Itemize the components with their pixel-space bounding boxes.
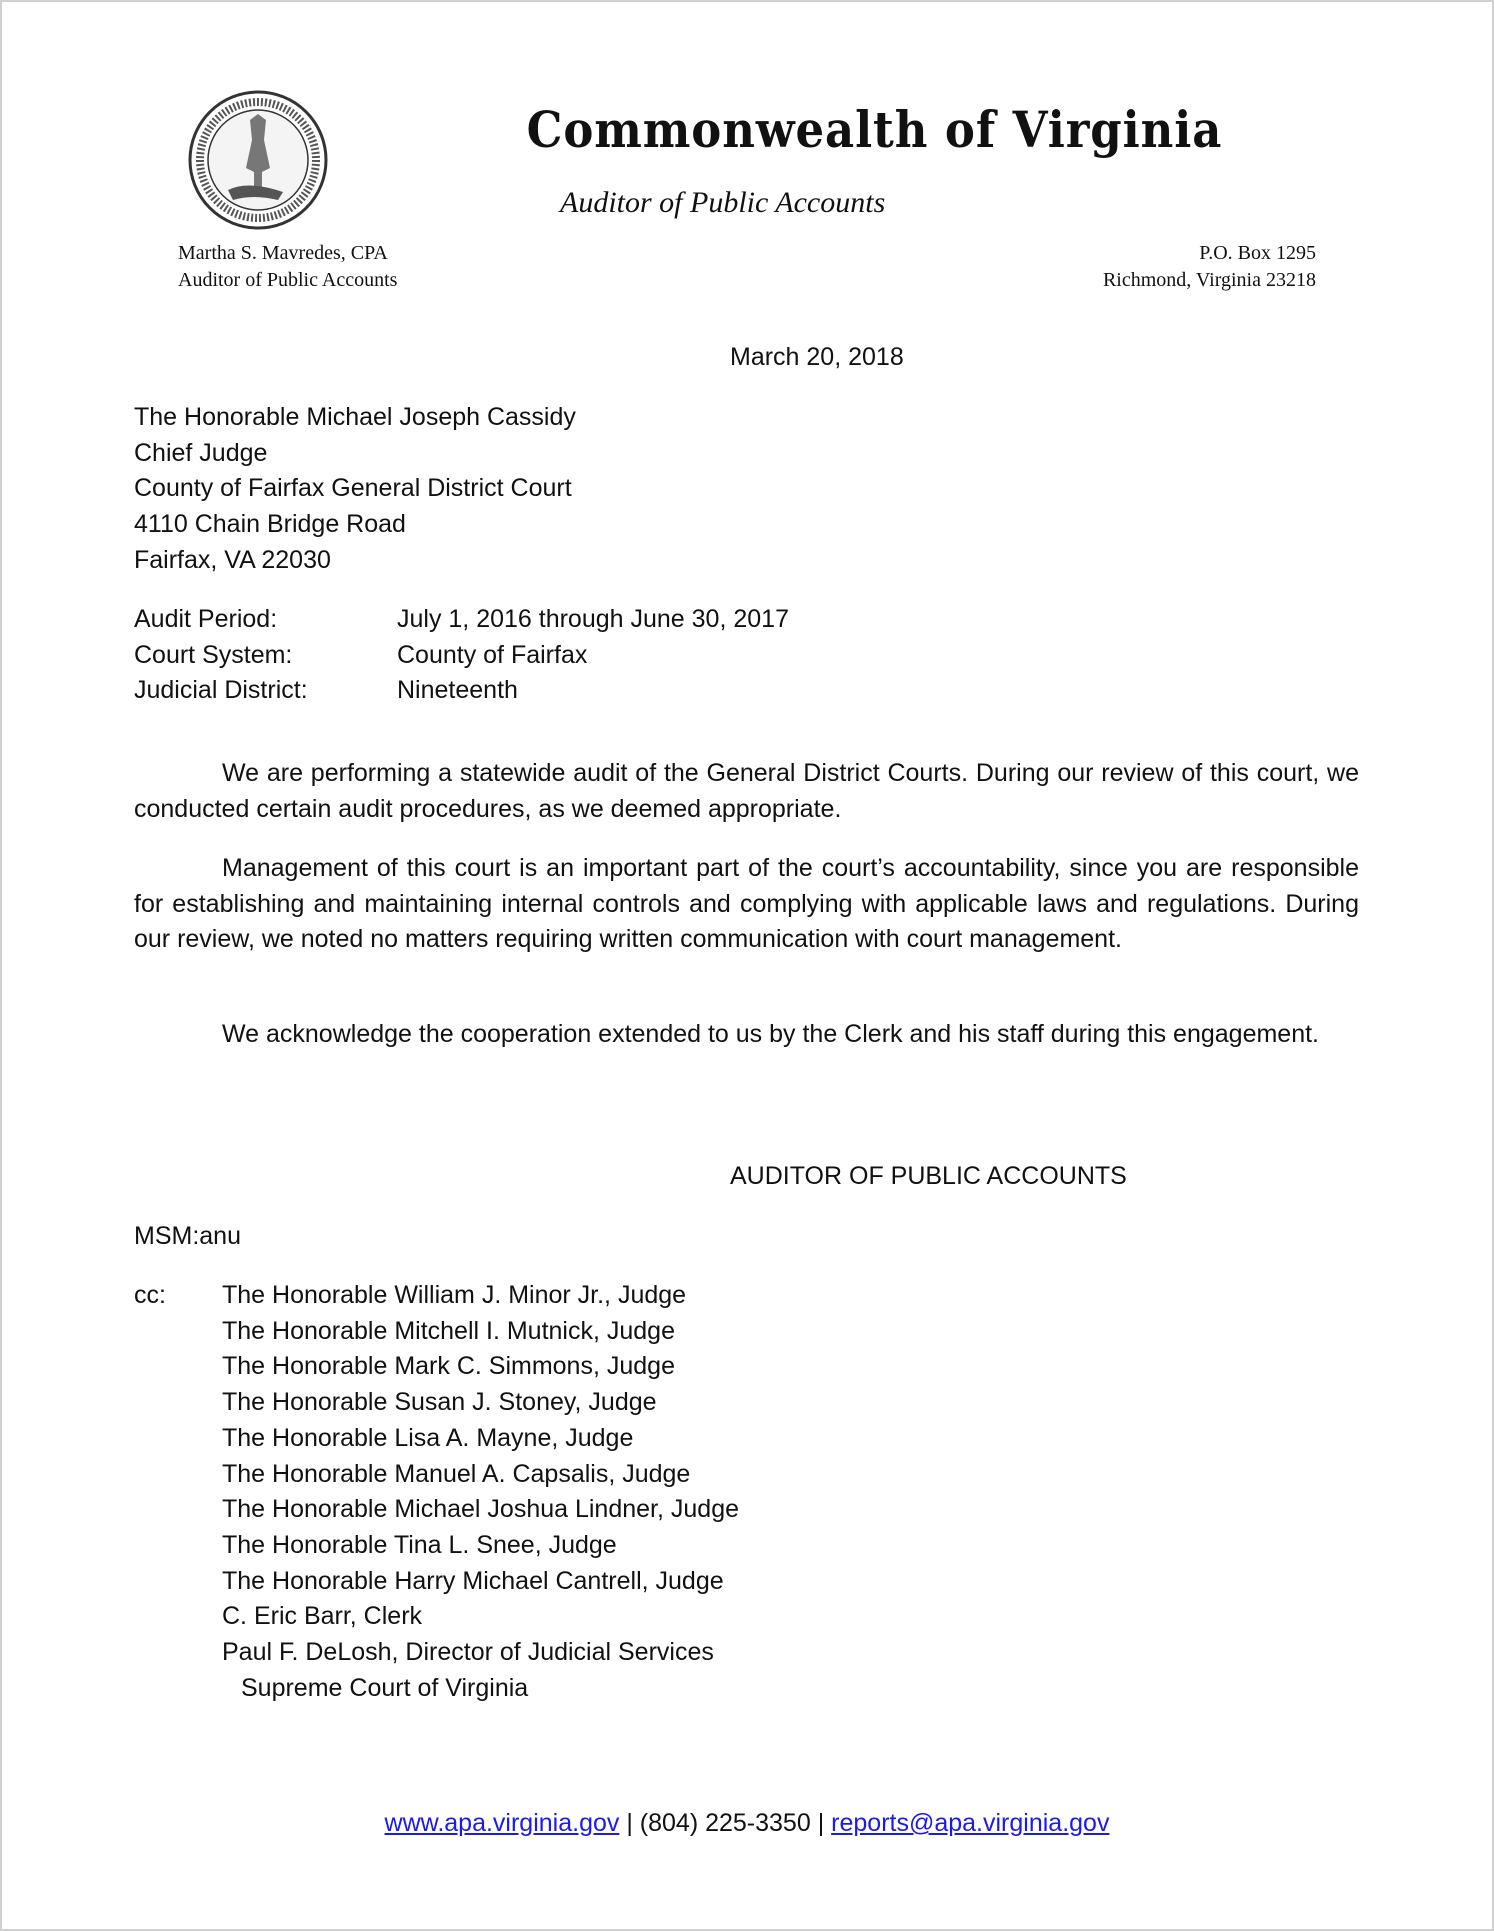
recipient-address: [134, 400, 576, 579]
recipient-line: Fairfax, VA 22030: [134, 545, 331, 574]
recipient-line: 4110 Chain Bridge Road: [134, 510, 406, 539]
detail-row: [134, 602, 789, 638]
recipient-line: County of Fairfax General District Court: [134, 474, 572, 503]
detail-row: [134, 638, 789, 674]
cc-item: The Honorable Harry Michael Cantrell, Judge: [222, 1566, 724, 1595]
cc-item: The Honorable Michael Joshua Lindner, Judge: [222, 1495, 740, 1524]
detail-value: Nineteenth: [397, 676, 518, 705]
cc-items: [222, 1278, 739, 1706]
detail-value: July 1, 2016 through June 30, 2017: [397, 605, 789, 633]
auditor-name-block: [178, 240, 397, 294]
cc-item: The Honorable William J. Minor Jr., Judge: [222, 1281, 687, 1309]
recipient-line: The Honorable Michael Joseph Cassidy: [134, 403, 576, 431]
detail-value: County of Fairfax: [397, 640, 588, 669]
detail-row: [134, 673, 789, 709]
letterhead-title: Commonwealth of Virginia: [526, 100, 1223, 159]
paragraph-1: We are performing a statewide audit of the General District Courts. During our review of this court, we conducted certain audit procedures, as we deemed appropriate.: [134, 759, 1359, 823]
cc-item: The Honorable Susan J. Stoney, Judge: [222, 1388, 657, 1417]
paragraph-3: We acknowledge the cooperation extended to us by the Clerk and his staff during this engagement.: [222, 1020, 1319, 1048]
letter-date: March 20, 2018: [730, 343, 904, 371]
cc-item: The Honorable Lisa A. Mayne, Judge: [222, 1423, 634, 1452]
city-state-zip: Richmond, Virginia 23218: [1102, 269, 1316, 291]
cc-label: cc:: [134, 1281, 166, 1309]
email-link[interactable]: reports@apa.virginia.gov: [831, 1809, 1110, 1837]
website-link[interactable]: www.apa.virginia.gov: [384, 1809, 620, 1837]
footer-separator: |: [626, 1809, 633, 1837]
phone-number: (804) 225-3350: [639, 1809, 811, 1837]
cc-list: [134, 1278, 739, 1706]
office-address-block: [1103, 240, 1316, 294]
detail-label: Audit Period:: [134, 605, 278, 633]
footer: [0, 1806, 1494, 1842]
cc-item: The Honorable Mark C. Simmons, Judge: [222, 1352, 675, 1381]
recipient-line: Chief Judge: [134, 438, 268, 467]
cc-sub-item: Supreme Court of Virginia: [241, 1673, 529, 1702]
detail-label: Court System:: [134, 640, 293, 669]
paragraph-2: Management of this court is an important part of the court’s accountability, since you are responsible for establishing and maintaining internal controls and complying with applicable laws and regulations. During our review, we noted no matters requiring written communication with court management.: [134, 854, 1359, 954]
letterhead-subtitle: Auditor of Public Accounts: [560, 186, 886, 219]
cc-item: The Honorable Tina L. Snee, Judge: [222, 1530, 617, 1559]
auditor-title: Auditor of Public Accounts: [178, 269, 398, 291]
audit-details: [134, 602, 789, 709]
signature-block: AUDITOR OF PUBLIC ACCOUNTS: [730, 1162, 1127, 1190]
cc-item: The Honorable Mitchell I. Mutnick, Judge: [222, 1316, 675, 1345]
footer-separator: |: [817, 1809, 825, 1837]
cc-item: The Honorable Manuel A. Capsalis, Judge: [222, 1459, 691, 1488]
po-box: P.O. Box 1295: [1199, 242, 1316, 264]
cc-item: C. Eric Barr, Clerk: [222, 1602, 423, 1631]
cc-item: Paul F. DeLosh, Director of Judicial Services: [222, 1638, 714, 1667]
detail-label: Judicial District:: [134, 676, 308, 705]
auditor-name: Martha S. Mavredes, CPA: [178, 242, 388, 264]
initials: MSM:anu: [134, 1222, 241, 1250]
